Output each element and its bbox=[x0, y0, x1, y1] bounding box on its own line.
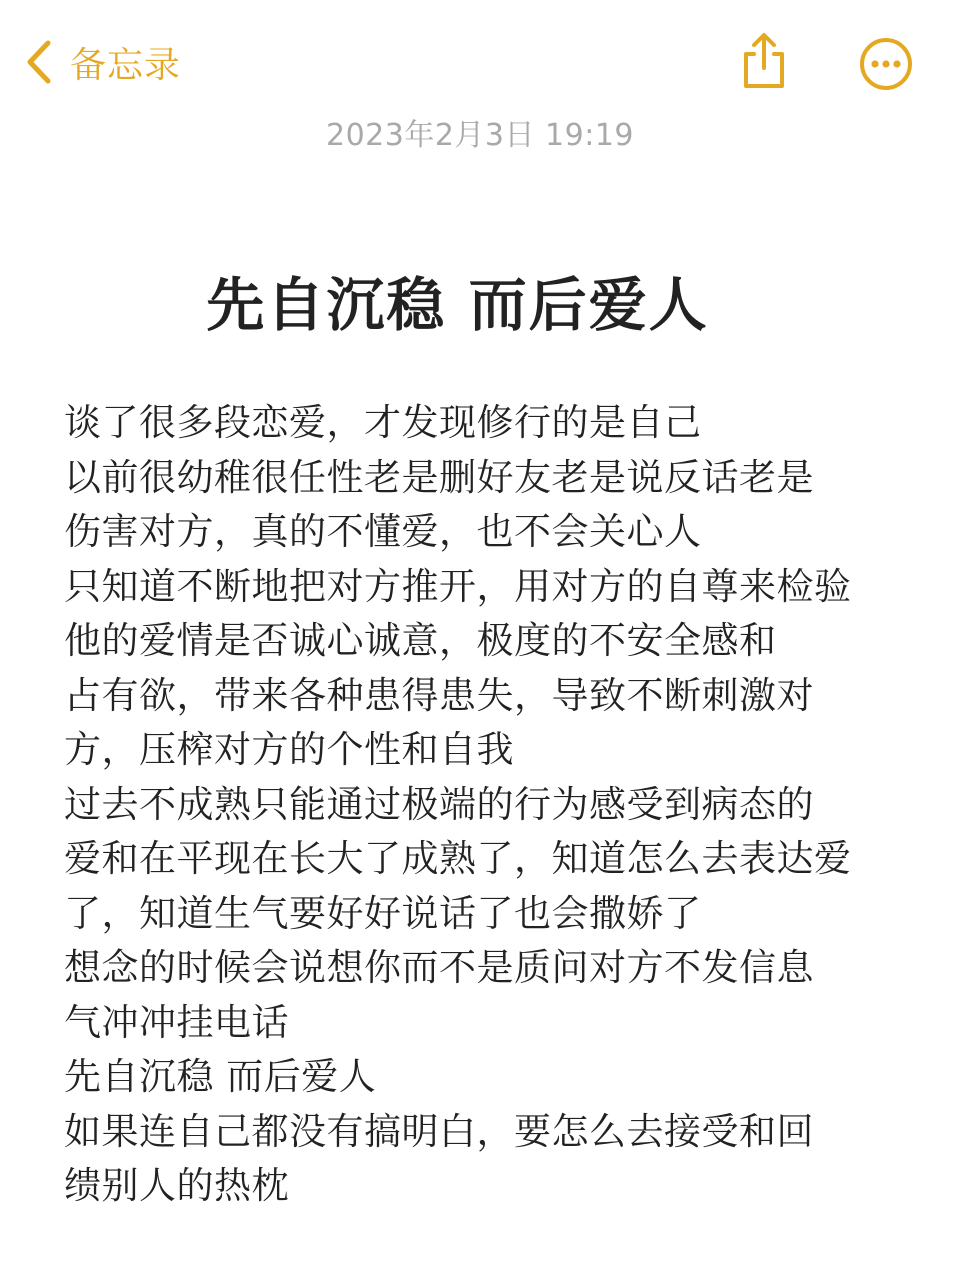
note-line: 缋别人的热枕 bbox=[64, 1164, 289, 1207]
note-title[interactable]: 先自沉稳 而后爱人 bbox=[206, 271, 709, 339]
note-line: 过去不成熟只能通过极端的行为感受到病态的 bbox=[64, 782, 814, 826]
share-icon bbox=[736, 30, 792, 92]
chevron-left-icon bbox=[22, 37, 56, 87]
ellipsis-circle-icon bbox=[858, 36, 914, 92]
note-line: 占有欲，带来各种患得患失，导致不断刺激对 bbox=[64, 673, 814, 717]
more-button[interactable] bbox=[858, 36, 914, 92]
note-line: 伤害对方，真的不懂爱，也不会关心人 bbox=[64, 510, 702, 553]
back-button[interactable] bbox=[22, 34, 181, 90]
note-line: 想念的时候会说想你而不是质问对方不发信息 bbox=[64, 946, 814, 989]
note-line: 谈了很多段恋爱，才发现修行的是自己 bbox=[64, 401, 702, 444]
note-timestamp: 2023年2月3日 19:19 bbox=[325, 118, 634, 153]
share-button[interactable] bbox=[736, 30, 792, 92]
back-label: 备忘录 bbox=[70, 44, 182, 86]
note-line: 如果连自己都没有搞明白，要怎么去接受和回 bbox=[64, 1109, 814, 1153]
note-line: 了，知道生气要好好说话了也会撒娇了 bbox=[64, 891, 702, 935]
note-line: 爱和在平现在长大了成熟了，知道怎么去表达爱 bbox=[64, 837, 852, 880]
note-line: 先自沉稳 而后爱人 bbox=[64, 1055, 377, 1098]
note-line: 气冲冲挂电话 bbox=[64, 1000, 289, 1044]
note-line: 方，压榨对方的个性和自我 bbox=[64, 728, 514, 771]
note-line: 他的爱情是否诚心诚意，极度的不安全感和 bbox=[64, 619, 777, 662]
navigation-bar bbox=[0, 0, 960, 120]
note-body[interactable] bbox=[64, 396, 934, 1214]
note-line: 以前很幼稚很任性老是删好友老是说反话老是 bbox=[64, 455, 814, 499]
note-line: 只知道不断地把对方推开，用对方的自尊来检验 bbox=[64, 564, 852, 608]
